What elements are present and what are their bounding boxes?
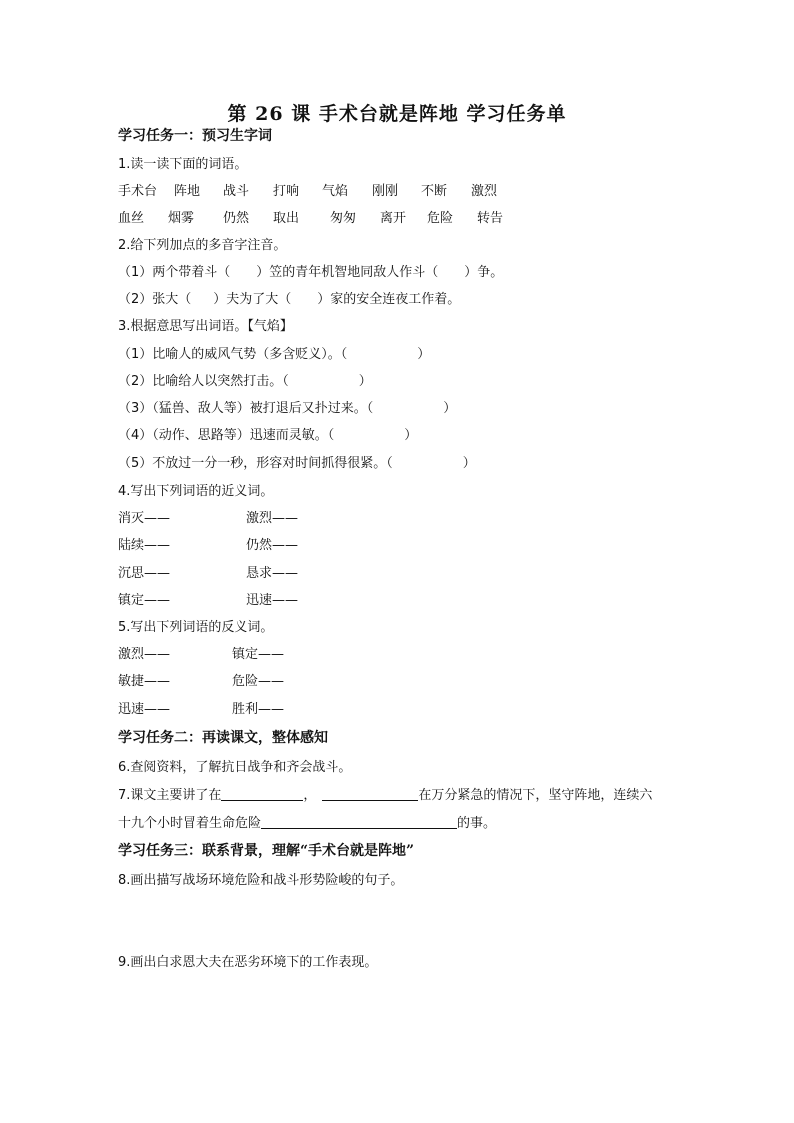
word: 血丝 xyxy=(118,211,145,226)
synonym-item: 激烈—— xyxy=(246,511,299,526)
word: 仍然 xyxy=(223,211,250,226)
question-4: 4.写出下列词语的近义词。 xyxy=(118,484,274,499)
task2-heading: 学习任务二：再读课文，整体感知 xyxy=(118,730,328,746)
question-7-line-1: 7.课文主要讲了在 ， 在万分紧急的情况下，坚守阵地，连续六 xyxy=(118,788,653,803)
antonym-item: 镇定—— xyxy=(232,647,285,662)
answer-blank[interactable] xyxy=(261,815,457,829)
question-3-item: （5）不放过一分一秒，形容对时间抓得很紧。（ ） xyxy=(118,456,476,471)
page-title: 第 26 课 手术台就是阵地 学习任务单 xyxy=(227,103,567,125)
question-2: 2.给下列加点的多音字注音。 xyxy=(118,238,287,253)
word: 危险 xyxy=(427,211,454,226)
word: 转告 xyxy=(477,211,504,226)
word: 离开 xyxy=(380,211,407,226)
word: 烟雾 xyxy=(168,211,195,226)
antonym-item: 迅速—— xyxy=(118,702,171,717)
question-3-item: （1）比喻人的威风气势（多含贬义）。（ ） xyxy=(118,347,431,362)
antonym-item: 激烈—— xyxy=(118,647,171,662)
word: 阵地 xyxy=(174,184,201,199)
question-3-item: （4）（动作、思路等）迅速而灵敏。（ ） xyxy=(118,428,418,443)
word: 不断 xyxy=(421,184,448,199)
question-3-item: （2）比喻给人以突然打击。（ ） xyxy=(118,374,372,389)
question-6: 6.查阅资料，了解抗日战争和齐会战斗。 xyxy=(118,760,352,775)
antonym-item: 危险—— xyxy=(232,674,285,689)
word: 气焰 xyxy=(322,184,349,199)
word: 匆匆 xyxy=(330,211,357,226)
question-8: 8.画出描写战场环境危险和战斗形势险峻的句子。 xyxy=(118,873,404,888)
word: 战斗 xyxy=(223,184,250,199)
synonym-item: 陆续—— xyxy=(118,538,171,553)
question-3: 3.根据意思写出词语。【气焰】 xyxy=(118,319,293,334)
answer-blank[interactable] xyxy=(221,787,303,801)
question-7-line-2: 十九个小时冒着生命危险 的事。 xyxy=(118,816,497,831)
question-5: 5.写出下列词语的反义词。 xyxy=(118,620,274,635)
synonym-item: 仍然—— xyxy=(246,538,299,553)
question-2-item-1: （1）两个带着斗（ ）笠的青年机智地同敌人作斗（ ）争。 xyxy=(118,265,504,280)
question-9: 9.画出白求恩大夫在恶劣环境下的工作表现。 xyxy=(118,955,378,970)
word: 取出 xyxy=(273,211,300,226)
task3-heading: 学习任务三：联系背景，理解“手术台就是阵地” xyxy=(118,843,415,859)
synonym-item: 迅速—— xyxy=(246,593,299,608)
synonym-item: 沉思—— xyxy=(118,566,171,581)
word: 手术台 xyxy=(118,184,158,199)
synonym-item: 恳求—— xyxy=(246,566,299,581)
question-1: 1.读一读下面的词语。 xyxy=(118,157,248,172)
question-3-item: （3）（猛兽、敌人等）被打退后又扑过来。（ ） xyxy=(118,401,457,416)
question-2-item-2: （2）张大（ ）夫为了大（ ）家的安全连夜工作着。 xyxy=(118,292,461,307)
antonym-item: 胜利—— xyxy=(232,702,285,717)
antonym-item: 敏捷—— xyxy=(118,674,171,689)
word: 打响 xyxy=(273,184,300,199)
word: 激烈 xyxy=(471,184,498,199)
task1-heading: 学习任务一：预习生字词 xyxy=(118,128,272,144)
answer-blank[interactable] xyxy=(322,787,418,801)
synonym-item: 镇定—— xyxy=(118,593,171,608)
word: 刚刚 xyxy=(372,184,399,199)
synonym-item: 消灭—— xyxy=(118,511,171,526)
